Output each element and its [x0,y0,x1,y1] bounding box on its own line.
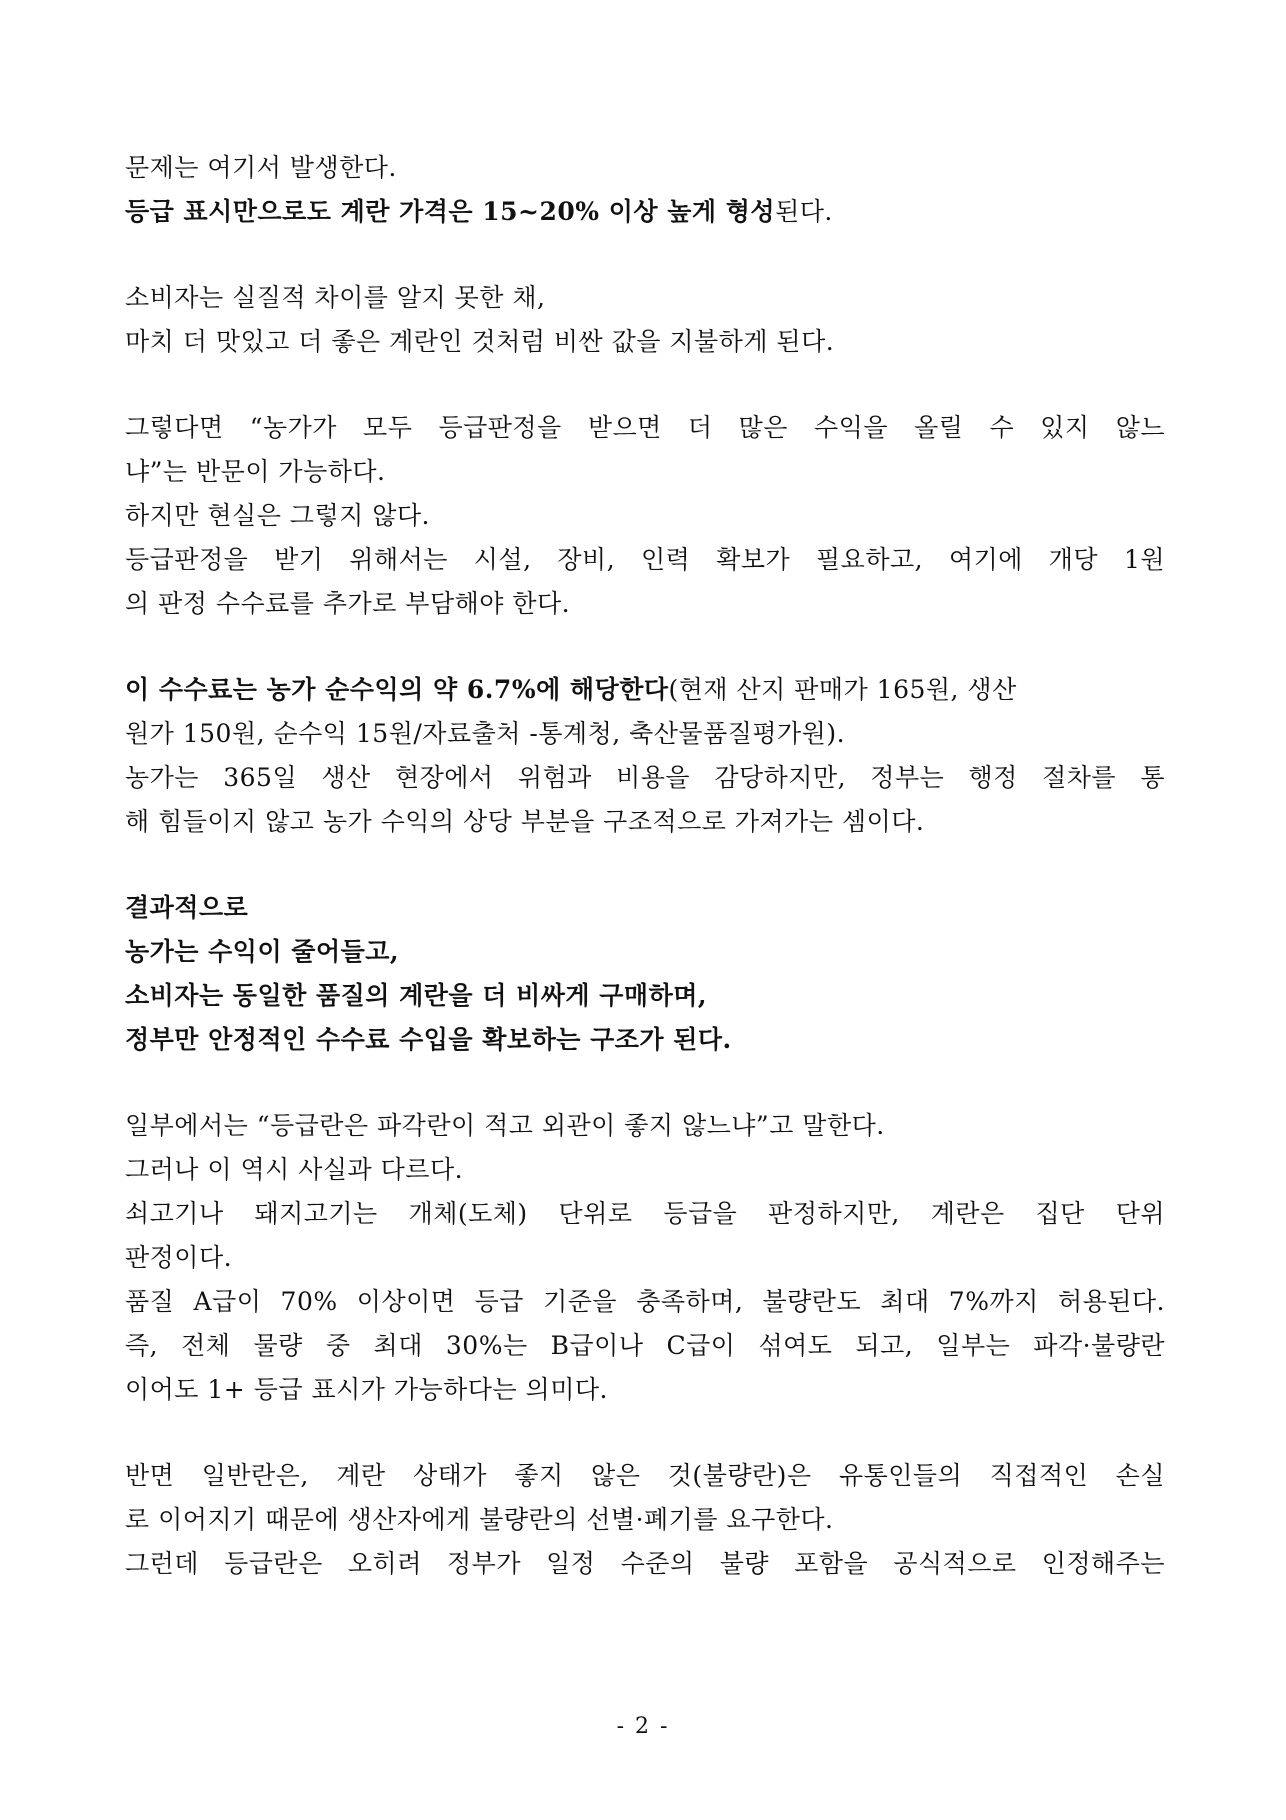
text-line: 농가는 365일 생산 현장에서 위험과 비용을 감당하지만, 정부는 행정 절차를 통 [125,763,1165,792]
text-line: 하지만 현실은 그렇지 않다. [125,501,430,530]
text-line: 그렇다면 “농가가 모두 등급판정을 받으면 더 많은 수익을 올릴 수 있지 않느 [125,413,1165,442]
text-line: 농가는 수익이 줄어들고, [125,937,400,966]
paragraph-4 [125,668,1165,844]
text-line: 마치 더 맛있고 더 좋은 계란인 것처럼 비싼 값을 지불하게 된다. [125,327,835,356]
text-line: 의 판정 수수료를 추가로 부담해야 한다. [125,589,571,618]
text-line: 이어도 1+ 등급 표시가 가능하다는 의미다. [125,1375,608,1404]
text-span: (현재 산지 판매가 165원, 생산 [668,675,1017,704]
text-line: 해 힘들이지 않고 농가 수익의 상당 부분을 구조적으로 가져가는 셈이다. [125,807,925,836]
text-line [125,190,1165,234]
text-line: 쇠고기나 돼지고기는 개체(도체) 단위로 등급을 판정하지만, 계란은 집단 단위 [125,1199,1165,1228]
text-line: 반면 일반란은, 계란 상태가 좋지 않은 것(불량란)은 유통인들의 직접적인 손실 [125,1461,1165,1490]
page-number: - 2 - [616,1714,670,1739]
text-line: 원가 150원, 순수익 15원/자료출처 -통계청, 축산물품질평가원). [125,719,846,748]
text-line: 로 이어지기 때문에 생산자에게 불량란의 선별·폐기를 요구한다. [125,1505,834,1534]
text-line: 등급판정을 받기 위해서는 시설, 장비, 인력 확보가 필요하고, 여기에 개당 1원 [125,545,1165,574]
text-span: 된다. [775,197,833,226]
text-line: 문제는 여기서 발생한다. [125,153,397,182]
text-line: 그러나 이 역시 사실과 다르다. [125,1155,464,1184]
paragraph-1 [125,146,1165,234]
paragraph-5 [125,886,1165,1062]
paragraph-2 [125,276,1165,364]
text-line: 일부에서는 “등급란은 파각란이 적고 외관이 좋지 않느냐”고 말한다. [125,1111,885,1140]
text-line: 정부만 안정적인 수수료 수입을 확보하는 구조가 된다. [125,1025,732,1054]
text-line: 소비자는 동일한 품질의 계란을 더 비싸게 구매하며, [125,981,708,1010]
text-line: 냐”는 반문이 가능하다. [125,457,386,486]
bold-text: 등급 표시만으로도 계란 가격은 15~20% 이상 높게 형성 [125,197,776,226]
text-line [125,668,1165,712]
text-line: 그런데 등급란은 오히려 정부가 일정 수준의 불량 포함을 공식적으로 인정해주는 [125,1549,1165,1578]
text-line: 결과적으로 [125,893,249,922]
paragraph-7 [125,1454,1165,1586]
bold-text: 이 수수료는 농가 순수익의 약 6.7%에 해당한다 [125,675,669,704]
text-line: 판정이다. [125,1243,233,1272]
text-line: 즉, 전체 물량 중 최대 30%는 B급이나 C급이 섞여도 되고, 일부는 파각·불량란 [125,1331,1165,1360]
text-line: 소비자는 실질적 차이를 알지 못한 채, [125,283,546,312]
text-line: 품질 A급이 70% 이상이면 등급 기준을 충족하며, 불량란도 최대 7%까지 허용된다. [125,1287,1165,1316]
paragraph-6 [125,1104,1165,1412]
body-text [125,146,1165,1628]
paragraph-3 [125,406,1165,626]
